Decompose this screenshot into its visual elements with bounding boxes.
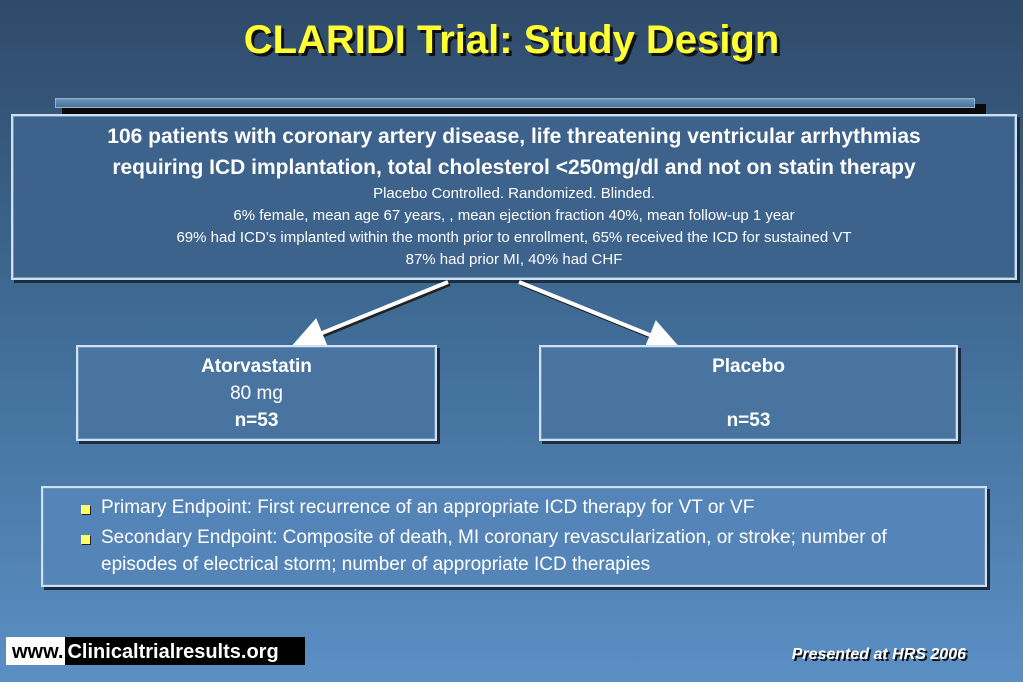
arm-dose: 80 mg bbox=[230, 383, 283, 404]
arm-name: Atorvastatin bbox=[201, 356, 312, 377]
secondary-endpoint-text: Secondary Endpoint: Composite of death, MI coronary revascularization, or stroke; number of episodes of electrical storm; number of appropriate ICD therapies bbox=[101, 527, 887, 575]
arm-n: n=53 bbox=[234, 410, 279, 431]
arm-name: Placebo bbox=[712, 356, 785, 377]
square-bullet-icon bbox=[81, 535, 90, 544]
arm-n: n=53 bbox=[726, 410, 771, 431]
secondary-endpoint bbox=[101, 524, 967, 578]
primary-endpoint bbox=[101, 494, 967, 521]
presented-at: Presented at HRS 2006 bbox=[791, 646, 966, 663]
arrow-to-atorvastatin bbox=[302, 284, 450, 344]
population-detail: Placebo Controlled. Randomized. Blinded. bbox=[373, 185, 655, 202]
population-box bbox=[11, 114, 1017, 280]
arrow-to-placebo bbox=[519, 282, 672, 344]
arrow-to-placebo bbox=[521, 284, 674, 346]
endpoints-box bbox=[41, 486, 987, 587]
arm-dose bbox=[541, 380, 956, 407]
website-prefix: www. bbox=[6, 637, 65, 665]
population-detail: 6% female, mean age 67 years, , mean ejection fraction 40%, mean follow-up 1 year bbox=[233, 207, 795, 224]
slide-title: CLARIDI Trial: Study Design bbox=[243, 18, 780, 62]
population-detail: 87% had prior MI, 40% had CHF bbox=[405, 251, 623, 268]
arrow-to-atorvastatin bbox=[300, 282, 448, 342]
primary-endpoint-text: Primary Endpoint: First recurrence of an appropriate ICD therapy for VT or VF bbox=[101, 497, 755, 518]
website-banner[interactable] bbox=[6, 637, 305, 665]
title-divider bbox=[55, 98, 975, 108]
website-name: Clinicaltrialresults.org bbox=[65, 637, 304, 665]
arm-atorvastatin bbox=[76, 345, 437, 441]
population-detail: 69% had ICD’s implanted within the month prior to enrollment, 65% received the ICD for sustained VT bbox=[176, 229, 852, 246]
arm-placebo bbox=[539, 345, 958, 441]
square-bullet-icon bbox=[81, 505, 90, 514]
population-line-1: 106 patients with coronary artery disease, life threatening ventricular arrhythmias bbox=[107, 125, 921, 148]
population-line-2: requiring ICD implantation, total cholesterol <250mg/dl and not on statin therapy bbox=[112, 156, 916, 179]
